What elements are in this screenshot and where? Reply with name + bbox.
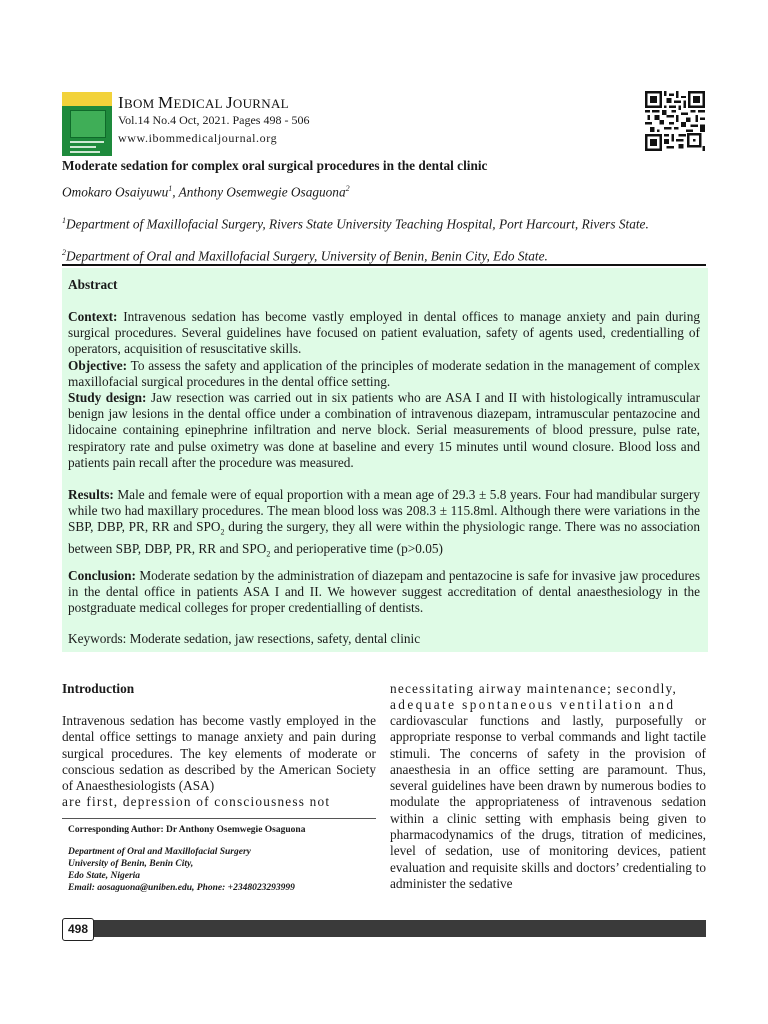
abstract-results: Results: Male and female were of equal proportion with a mean age of 29.3 ± 5.8 years. Four had mandibular surgery while two had maxillary procedures. The mean blood loss was 208.3 ± 115.8ml. Although there were variations in the SBP, DBP, PR, RR and $SPO_2$ during the surgery, they all were within the physiologic range. There was no association between SBP, DBP, PR, RR and $SPO_2$ and perioperative time (p>0.05) [68, 487, 701, 559]
right-column-line-1: necessitating airway maintenance; secondly, [390, 681, 678, 696]
corresponding-contact: Email: aosaguona@uniben.edu, Phone: +2348023293999 [68, 883, 295, 893]
abstract-keywords: Keywords: Moderate sedation, jaw resections, safety, dental clinic [68, 631, 421, 646]
author-list: Omokaro Osaiyuwu$^1$, Anthony Osemwegie Osaguona$^2$ [62, 184, 350, 200]
affiliation-2: $^2$Department of Oral and Maxillofacial Surgery, University of Benin, Benin City, Edo State. [62, 248, 548, 264]
abstract-objective: Objective: To assess the safety and application of the principles of moderate sedation in the management of complex maxillofacial surgical procedures in the dental office setting. [68, 358, 700, 390]
abstract-heading: Abstract [68, 277, 118, 292]
corresponding-department: Department of Oral and Maxillofacial Surgery [68, 847, 251, 857]
abstract-context: Context: Intravenous sedation has become vastly employed in dental offices to manage anxiety and pain during surgical procedures. Several guidelines have focused on patient evaluation, safety of agents used, credentialling of operators, acquisition of resuscitative skills. [68, 309, 700, 357]
volume-info: Vol.14 No.4 Oct, 2021. Pages 498 - 506 [118, 113, 310, 127]
journal-website: www.ibommedicaljournal.org [118, 131, 278, 145]
right-column-line-2: adequate spontaneous ventilation and [390, 697, 676, 712]
footer-bar [62, 920, 706, 937]
right-column-paragraph: cardiovascular functions and lastly, purposefully or appropriate response to verbal commands and light tactile stimuli. The concerns of safety in the provision of anaesthesia in an office setting are paramount. Thus, several guidelines have been drawn by numerous bodies to modulate the appropriateness of intravenous sedation within a clinic setting with emphasis being given to pharmacodynamics of the drugs, titration of medicines, level of sedation, use of monitoring devices, patient evaluation and requisite skills and doctors’ credentialing to administer the sedative [390, 713, 706, 891]
corresponding-author-label: Corresponding Author: Dr Anthony Osemwegie Osaguona [68, 825, 306, 835]
corresponding-location: Edo State, Nigeria [68, 871, 141, 881]
introduction-paragraph-end: are first, depression of consciousness not [62, 794, 331, 809]
article-title: Moderate sedation for complex oral surgical procedures in the dental clinic [62, 158, 488, 173]
introduction-paragraph: Intravenous sedation has become vastly employed in the dental office settings to manage anxiety and pain during surgical procedures. The key elements of moderate or conscious sedation as described by the American Society of Anaesthesiologists (ASA) [62, 713, 376, 794]
journal-name: IBOM MEDICAL JOURNAL [118, 93, 289, 112]
header-divider [62, 264, 706, 266]
affiliation-1: $^1$Department of Maxillofacial Surgery, Rivers State University Teaching Hospital, Port Harcourt, Rivers State. [62, 216, 649, 232]
corresponding-divider [62, 818, 376, 819]
abstract-conclusion: Conclusion: Moderate sedation by the administration of diazepam and pentazocine is safe for invasive jaw procedures in the dental office in patients ASA I and II. We however suggest accreditation of dental anaesthesiology in the postgraduate medical colleges for proper credentialling of dentists. [68, 568, 700, 616]
page-number: 498 [62, 918, 94, 941]
journal-cover-thumbnail [62, 92, 112, 156]
corresponding-university: University of Benin, Benin City, [68, 859, 194, 869]
qr-code-icon [645, 91, 705, 151]
introduction-heading: Introduction [62, 681, 135, 696]
abstract-study-design: Study design: Jaw resection was carried out in six patients who are ASA I and II with histologically intramuscular benign jaw lesions in the dental office under a combination of intravenous diazepam, intramuscular pentazocine and lidocaine containing epinephrine infiltration and nerve block. Serial measurements of blood pressure, pulse rate, respiratory rate and pulse oximetry was done at baseline and every 15 minutes until wound closure. Blood loss and patients pain recall after the procedure was measured. [68, 390, 700, 470]
